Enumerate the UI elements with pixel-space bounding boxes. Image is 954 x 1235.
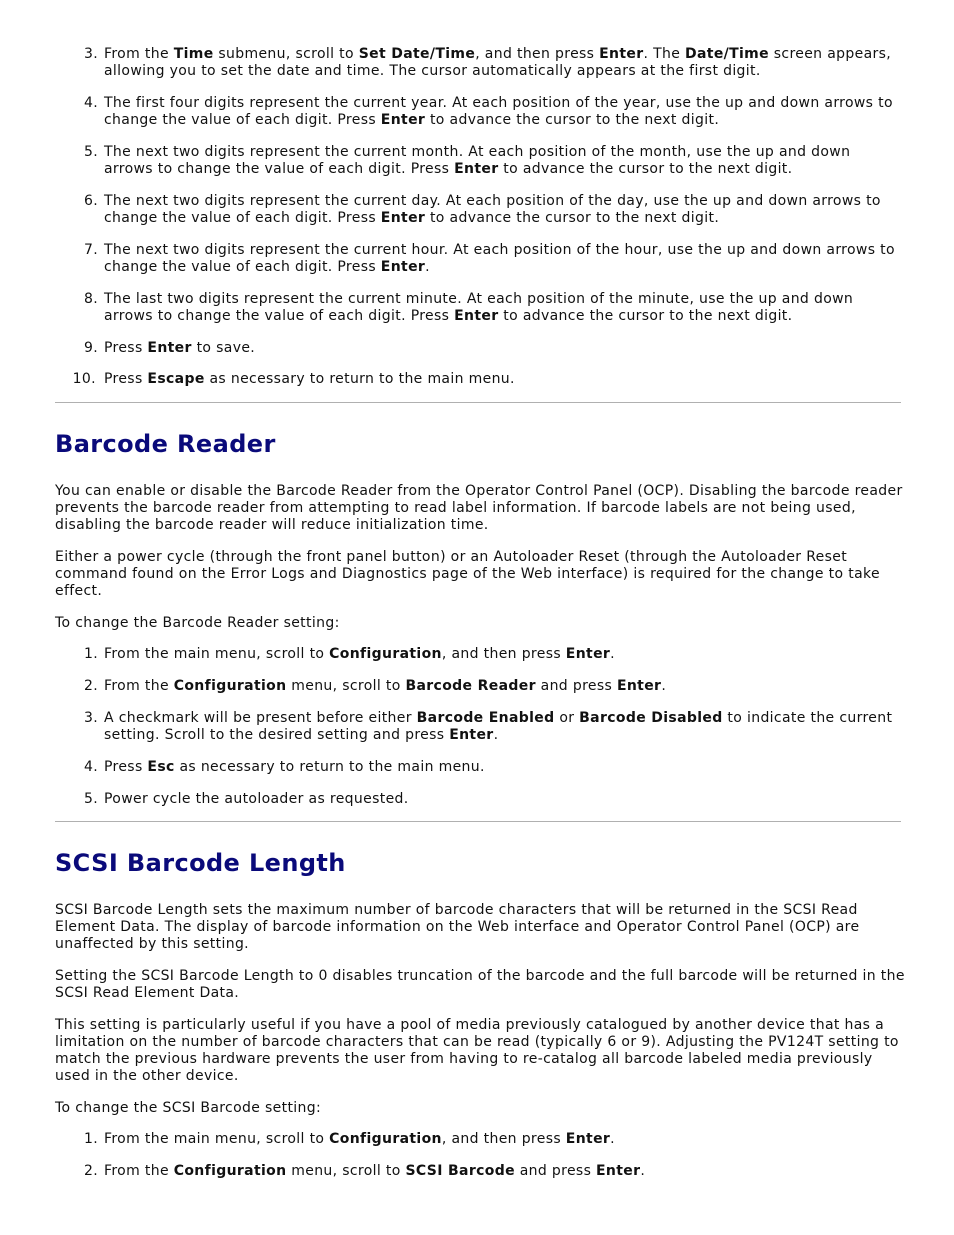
list-item (83, 242, 904, 276)
list-item (83, 646, 904, 663)
bold-term: Enter (565, 1131, 611, 1147)
bold-term: Enter (616, 678, 662, 694)
list-item-text: The next two digits represent the current hour. At each position of the hour, use the up and down arrows to change the value of each digit. Press Enter. (104, 242, 895, 275)
list-item (83, 46, 904, 80)
list-item-text: The next two digits represent the current month. At each position of the month, use the up and down arrows to change the value of each digit. Press Enter to advance the cursor to the next digit. (104, 144, 851, 177)
bold-term: Date/Time (685, 46, 769, 62)
list-number: 3. (83, 710, 98, 726)
bold-term: Enter (565, 646, 611, 662)
bold-term: Barcode Enabled (416, 710, 555, 726)
list-item (72, 371, 904, 388)
list-number: 3. (83, 46, 98, 62)
list-number: 5. (83, 791, 98, 807)
list-item-text: A checkmark will be present before either Barcode Enabled or Barcode Disabled to indicate the current setting. Scroll to the desired setting and press Enter. (104, 710, 893, 743)
list-item-text: The next two digits represent the current day. At each position of the day, use the up and down arrows to change the value of each digit. Press Enter to advance the cursor to the next digit. (104, 193, 881, 226)
list-item-text: From the Configuration menu, scroll to Barcode Reader and press Enter. (104, 678, 667, 694)
list-item (83, 678, 904, 695)
list-item (83, 791, 904, 808)
list-item (83, 340, 904, 357)
bold-term: Barcode Disabled (579, 710, 723, 726)
list-item-text: Press Enter to save. (104, 340, 256, 356)
list-item (83, 193, 904, 227)
barcode-intro-paragraph: You can enable or disable the Barcode Reader from the Operator Control Panel (OCP). Disabling the barcode reader prevents the barcode reader from attempting to read label information. If barcode labels are not being used, disabling the barcode reader will reduce initialization time. (55, 483, 903, 533)
list-number: 4. (83, 759, 98, 775)
list-item-text: From the main menu, scroll to Configuration, and then press Enter. (104, 646, 615, 662)
barcode-reset-paragraph: Either a power cycle (through the front panel button) or an Autoloader Reset (through the Autoloader Reset command found on the Error Logs and Diagnostics page of the Web interface) is required for the change to take effect. (55, 549, 880, 599)
list-item-text: From the main menu, scroll to Configuration, and then press Enter. (104, 1131, 615, 1147)
bold-term: Escape (147, 371, 205, 387)
scsi-barcode-length-heading: SCSI Barcode Length (55, 849, 346, 877)
list-number: 10. (72, 371, 96, 387)
list-number: 9. (83, 340, 98, 356)
list-number: 2. (83, 1163, 98, 1179)
bold-term: Enter (454, 161, 499, 177)
bold-term: Configuration (173, 1163, 287, 1179)
list-item-text: Press Esc as necessary to return to the main menu. (104, 759, 485, 775)
list-number: 5. (83, 144, 98, 160)
scsi-intro-paragraph: SCSI Barcode Length sets the maximum number of barcode characters that will be returned in the SCSI Read Element Data. The display of barcode information on the Web interface and Operator Control Panel (OCP) are unaffected by this setting. (55, 902, 860, 952)
barcode-change-lead: To change the Barcode Reader setting: (55, 615, 340, 631)
scsi-change-lead: To change the SCSI Barcode setting: (55, 1100, 322, 1116)
barcode-reader-heading: Barcode Reader (55, 430, 276, 458)
bold-term: Enter (147, 340, 192, 356)
list-item-text: Power cycle the autoloader as requested. (104, 791, 409, 807)
bold-term: Enter (454, 308, 499, 324)
list-number: 1. (83, 1131, 98, 1147)
list-item (83, 144, 904, 178)
bold-term: Enter (380, 210, 426, 226)
list-item-text: Press Escape as necessary to return to the main menu. (104, 371, 515, 387)
bold-term: Configuration (329, 646, 442, 662)
bold-term: Enter (596, 1163, 641, 1179)
bold-term: Enter (599, 46, 644, 62)
bold-term: Enter (380, 259, 426, 275)
section-divider (55, 821, 901, 822)
list-item (83, 95, 904, 129)
bold-term: Esc (147, 759, 175, 775)
list-item (83, 1163, 904, 1180)
bold-term: Set Date/Time (358, 46, 476, 62)
bold-term: Configuration (173, 678, 287, 694)
list-number: 7. (83, 242, 98, 258)
scsi-usage-paragraph: This setting is particularly useful if you have a pool of media previously catalogued by another device that has a limitation on the number of barcode characters that can be read (typically 6 or 9). Adjusting the PV124T setting to match the previous hardware prevents the user from having to re-catalog all barcode labeled media previously used in the other device. (55, 1017, 899, 1084)
list-item-text: From the Configuration menu, scroll to SCSI Barcode and press Enter. (104, 1163, 646, 1179)
list-item-text: From the Time submenu, scroll to Set Date/Time, and then press Enter. The Date/Time screen appears, allowing you to set the date and time. The cursor automatically appears at the first digit. (104, 46, 892, 79)
bold-term: Barcode Reader (405, 678, 536, 694)
bold-term: Enter (449, 727, 494, 743)
list-item (83, 1131, 904, 1148)
list-item (83, 291, 904, 325)
section-divider (55, 402, 901, 403)
list-number: 2. (83, 678, 98, 694)
list-number: 6. (83, 193, 98, 209)
list-item (83, 710, 904, 744)
list-number: 4. (83, 95, 98, 111)
bold-term: SCSI Barcode (405, 1163, 515, 1179)
list-number: 8. (83, 291, 98, 307)
list-item-text: The last two digits represent the current minute. At each position of the minute, use the up and down arrows to change the value of each digit. Press Enter to advance the cursor to the next digit. (104, 291, 854, 324)
bold-term: Time (173, 46, 214, 62)
list-item-text: The first four digits represent the current year. At each position of the year, use the up and down arrows to change the value of each digit. Press Enter to advance the cursor to the next digit. (104, 95, 893, 128)
list-item (83, 759, 904, 776)
scsi-truncation-paragraph: Setting the SCSI Barcode Length to 0 disables truncation of the barcode and the full barcode will be returned in the SCSI Read Element Data. (55, 968, 905, 1001)
list-number: 1. (83, 646, 98, 662)
bold-term: Configuration (329, 1131, 442, 1147)
bold-term: Enter (380, 112, 426, 128)
